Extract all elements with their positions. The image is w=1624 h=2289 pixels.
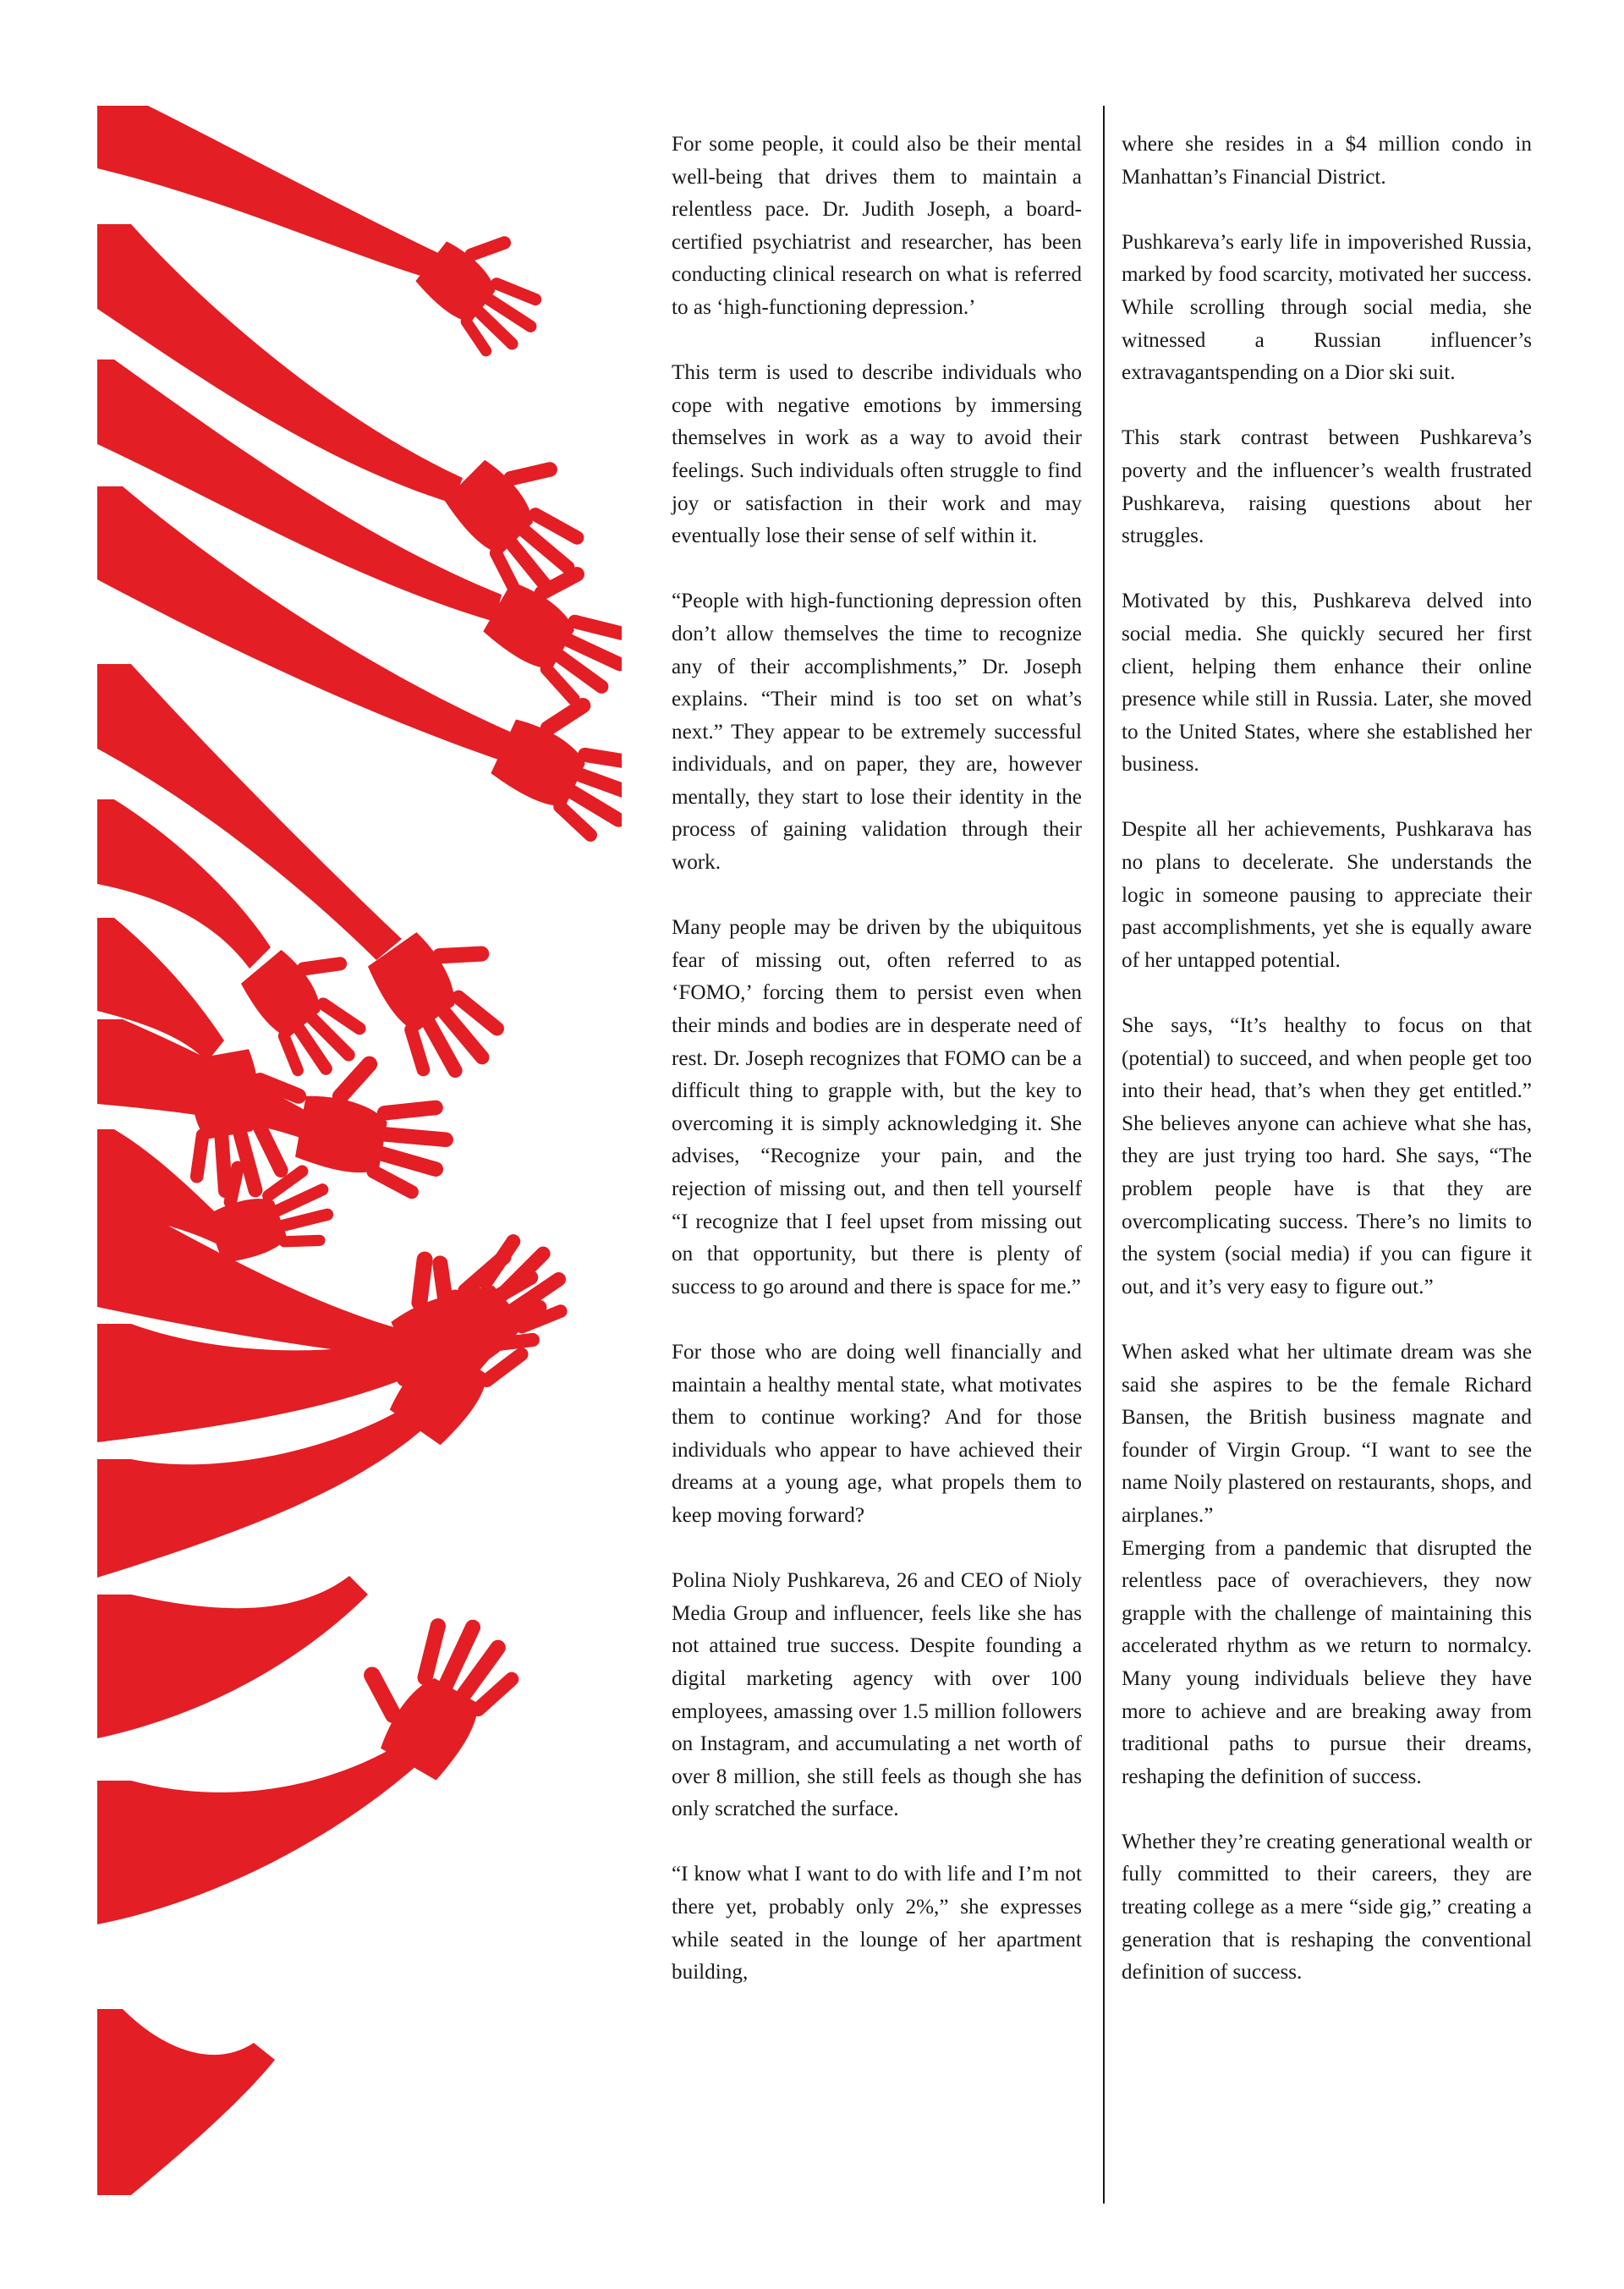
reaching-hands-icon [97, 106, 622, 2195]
paragraph: This term is used to describe individuals who cope with negative emotions by immersing themselves in work as a way to avoid their feelings. Such individuals often struggle to find joy or satisfaction in their work and may eventually lose their sense of self within it. [672, 361, 1082, 548]
left-column [672, 129, 1082, 2022]
paragraph: Motivated by this, Pushkareva delved into social media. She quickly secured her first client, helping them enhance their online presence while still in Russia. Later, she moved to the United States, where she established her business. [1122, 590, 1532, 777]
paragraph: Polina Nioly Pushkareva, 26 and CEO of Nioly Media Group and influencer, feels like she has not attained true success. Despite founding a digital marketing agency with over 100 employees, amassing over 1.5 million followers on Instagram, and accumulating a net worth of over 8 million, she still feels as though she has only scratched the surface. [672, 1569, 1082, 1821]
paragraph: For some people, it could also be their mental well-being that drives them to maintain a relentless pace. Dr. Judith Joseph, a board-certified psychiatrist and researcher, has been conducting clinical research on what is referred to as ‘high-functioning depression.’ [672, 133, 1082, 319]
paragraph: Despite all her achievements, Pushkarava has no plans to decelerate. She understands the logic in someone pausing to appreciate their past accomplishments, yet she is equally aware of her untapped potential. [1122, 818, 1532, 972]
paragraph: Pushkareva’s early life in impoverished Russia, marked by food scarcity, motivated her success. While scrolling through social media, she witnessed a Russian influencer’s extravagantspending on a Dior ski suit. [1122, 230, 1532, 385]
paragraph: This stark contrast between Pushkareva’s poverty and the influencer’s wealth frustrated Pushkareva, raising questions about her struggles. [1122, 426, 1532, 548]
column-divider [1103, 106, 1105, 2204]
paragraph: “I know what I want to do with life and I’m not there yet, probably only 2%,” she expresses while seated in the lounge of her apartment building, [672, 1863, 1082, 1984]
paragraph: She says, “It’s healthy to focus on that (potential) to succeed, and when people get too into their head, that’s when they get entitled.” She believes anyone can achieve what she has, they are just trying too hard. She says, “The problem people have is that they are overcomplicating success. There’s no limits to the system (social media) if you can figure it out, and it’s very easy to figure out.” [1122, 1014, 1532, 1298]
paragraph: Many people may be driven by the ubiquitous fear of missing out, often referred to as ‘FOMO,’ forcing them to persist even when their minds and bodies are in desperate need of rest. Dr. Joseph recognizes that FOMO can be a difficult thing to grapple with, but the key to overcoming it is simply acknowledging it. She advises, “Recognize your pain, and the rejection of missing out, and then tell yourself “I recognize that I feel upset from missing out on that opportunity, but there is plenty of success to go around and there is space for me.” [672, 916, 1082, 1298]
right-column [1122, 129, 1532, 2022]
paragraph: Emerging from a pandemic that disrupted the relentless pace of overachievers, they now grapple with the challenge of maintaining this accelerated rhythm as we return to normalcy. Many young individuals believe they have more to achieve and are breaking away from traditional paths to pursue their dreams, reshaping the definition of success. [1122, 1536, 1532, 1788]
paragraph: “People with high-functioning depression often don’t allow themselves the time to recognize any of their accomplishments,” Dr. Joseph explains. “Their mind is too set on what’s next.” They appear to be extremely successful individuals, and on paper, they are, however mentally, they start to lose their identity in the process of gaining validation through their work. [672, 590, 1082, 875]
paragraph: where she resides in a $4 million condo in Manhattan’s Financial District. [1122, 133, 1532, 189]
paragraph: When asked what her ultimate dream was she said she aspires to be the female Richard Bansen, the British business magnate and founder of Virgin Group. “I want to see the name Noily plastered on restaurants, shops, and airplanes.” [1122, 1340, 1532, 1527]
paragraph: For those who are doing well financially and maintain a healthy mental state, what motivates them to continue working? And for those individuals who appear to have achieved their dreams at a young age, what propels them to keep moving forward? [672, 1340, 1082, 1527]
paragraph: Whether they’re creating generational wealth or fully committed to their careers, they are treating college as a mere “side gig,” creating a generation that is reshaping the conventional definition of success. [1122, 1830, 1532, 1984]
